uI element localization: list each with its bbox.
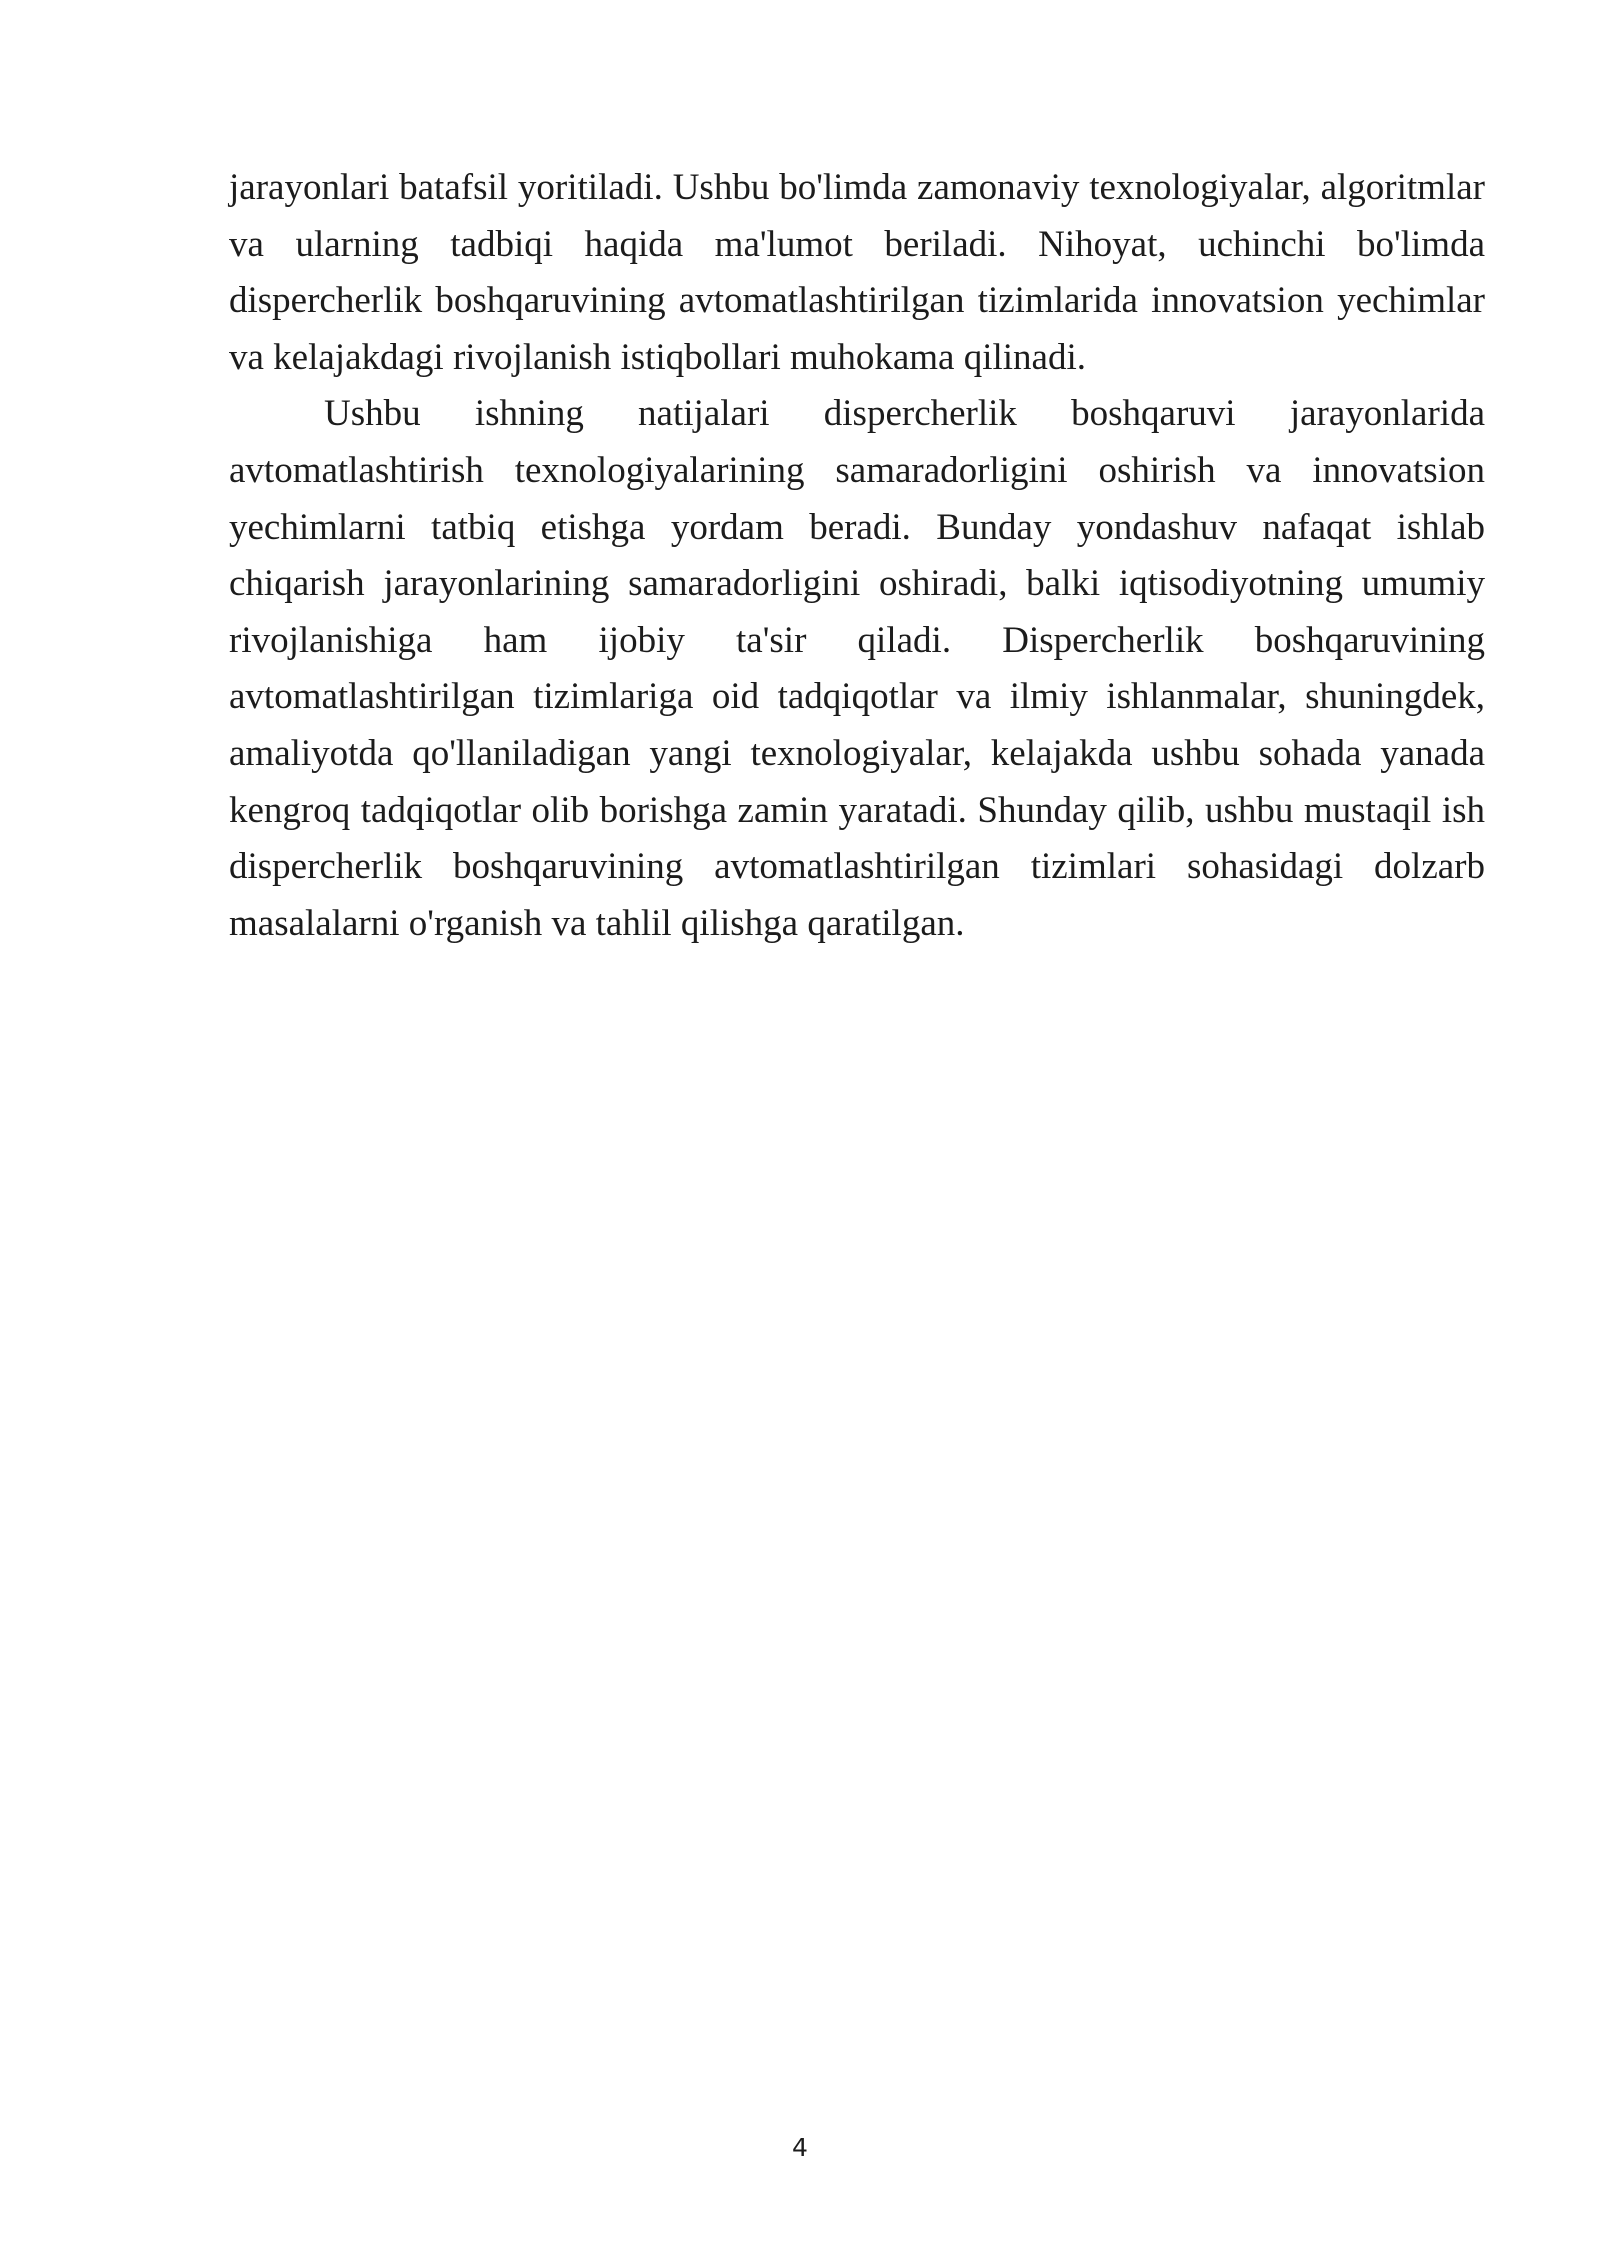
paragraph-results: Ushbu ishning natijalari dispercherlik boshqaruvi jarayonlarida avtomatlashtirish texnologiyalarining samaradorligini oshirish va innovatsion yechimlarni tatbiq etishga yordam beradi. Bunday yondashuv nafaqat ishlab chiqarish jarayonlarining samaradorligini oshiradi, balki iqtisodiyotning umumiy rivojlanishiga ham ijobiy ta'sir qiladi. Dispercherlik boshqaruvining avtomatlashtirilgan tizimlariga oid tadqiqotlar va ilmiy ishlanmalar, shuningdek, amaliyotda qo'llaniladigan yangi texnologiyalar, kelajakda ushbu sohada yanada kengroq tadqiqotlar olib borishga zamin yaratadi. Shunday qilib, ushbu mustaqil ish dispercherlik boshqaruvining avtomatlashtirilgan tizimlari sohasidagi dolzarb masalalarni o'rganish va tahlil qilishga qaratilgan. [229, 393, 1485, 944]
paragraph-continuation: jarayonlari batafsil yoritiladi. Ushbu bo'limda zamonaviy texnologiyalar, algoritmlar va ularning tadbiqi haqida ma'lumot beriladi. Nihoyat, uchinchi bo'limda dispercherlik boshqaruvining avtomatlashtirilgan tizimlarida innovatsion yechimlar va kelajakdagi rivojlanish istiqbollari muhokama qilinadi. [229, 167, 1485, 378]
page-number: 4 [792, 2133, 808, 2162]
body-text [229, 160, 1485, 952]
